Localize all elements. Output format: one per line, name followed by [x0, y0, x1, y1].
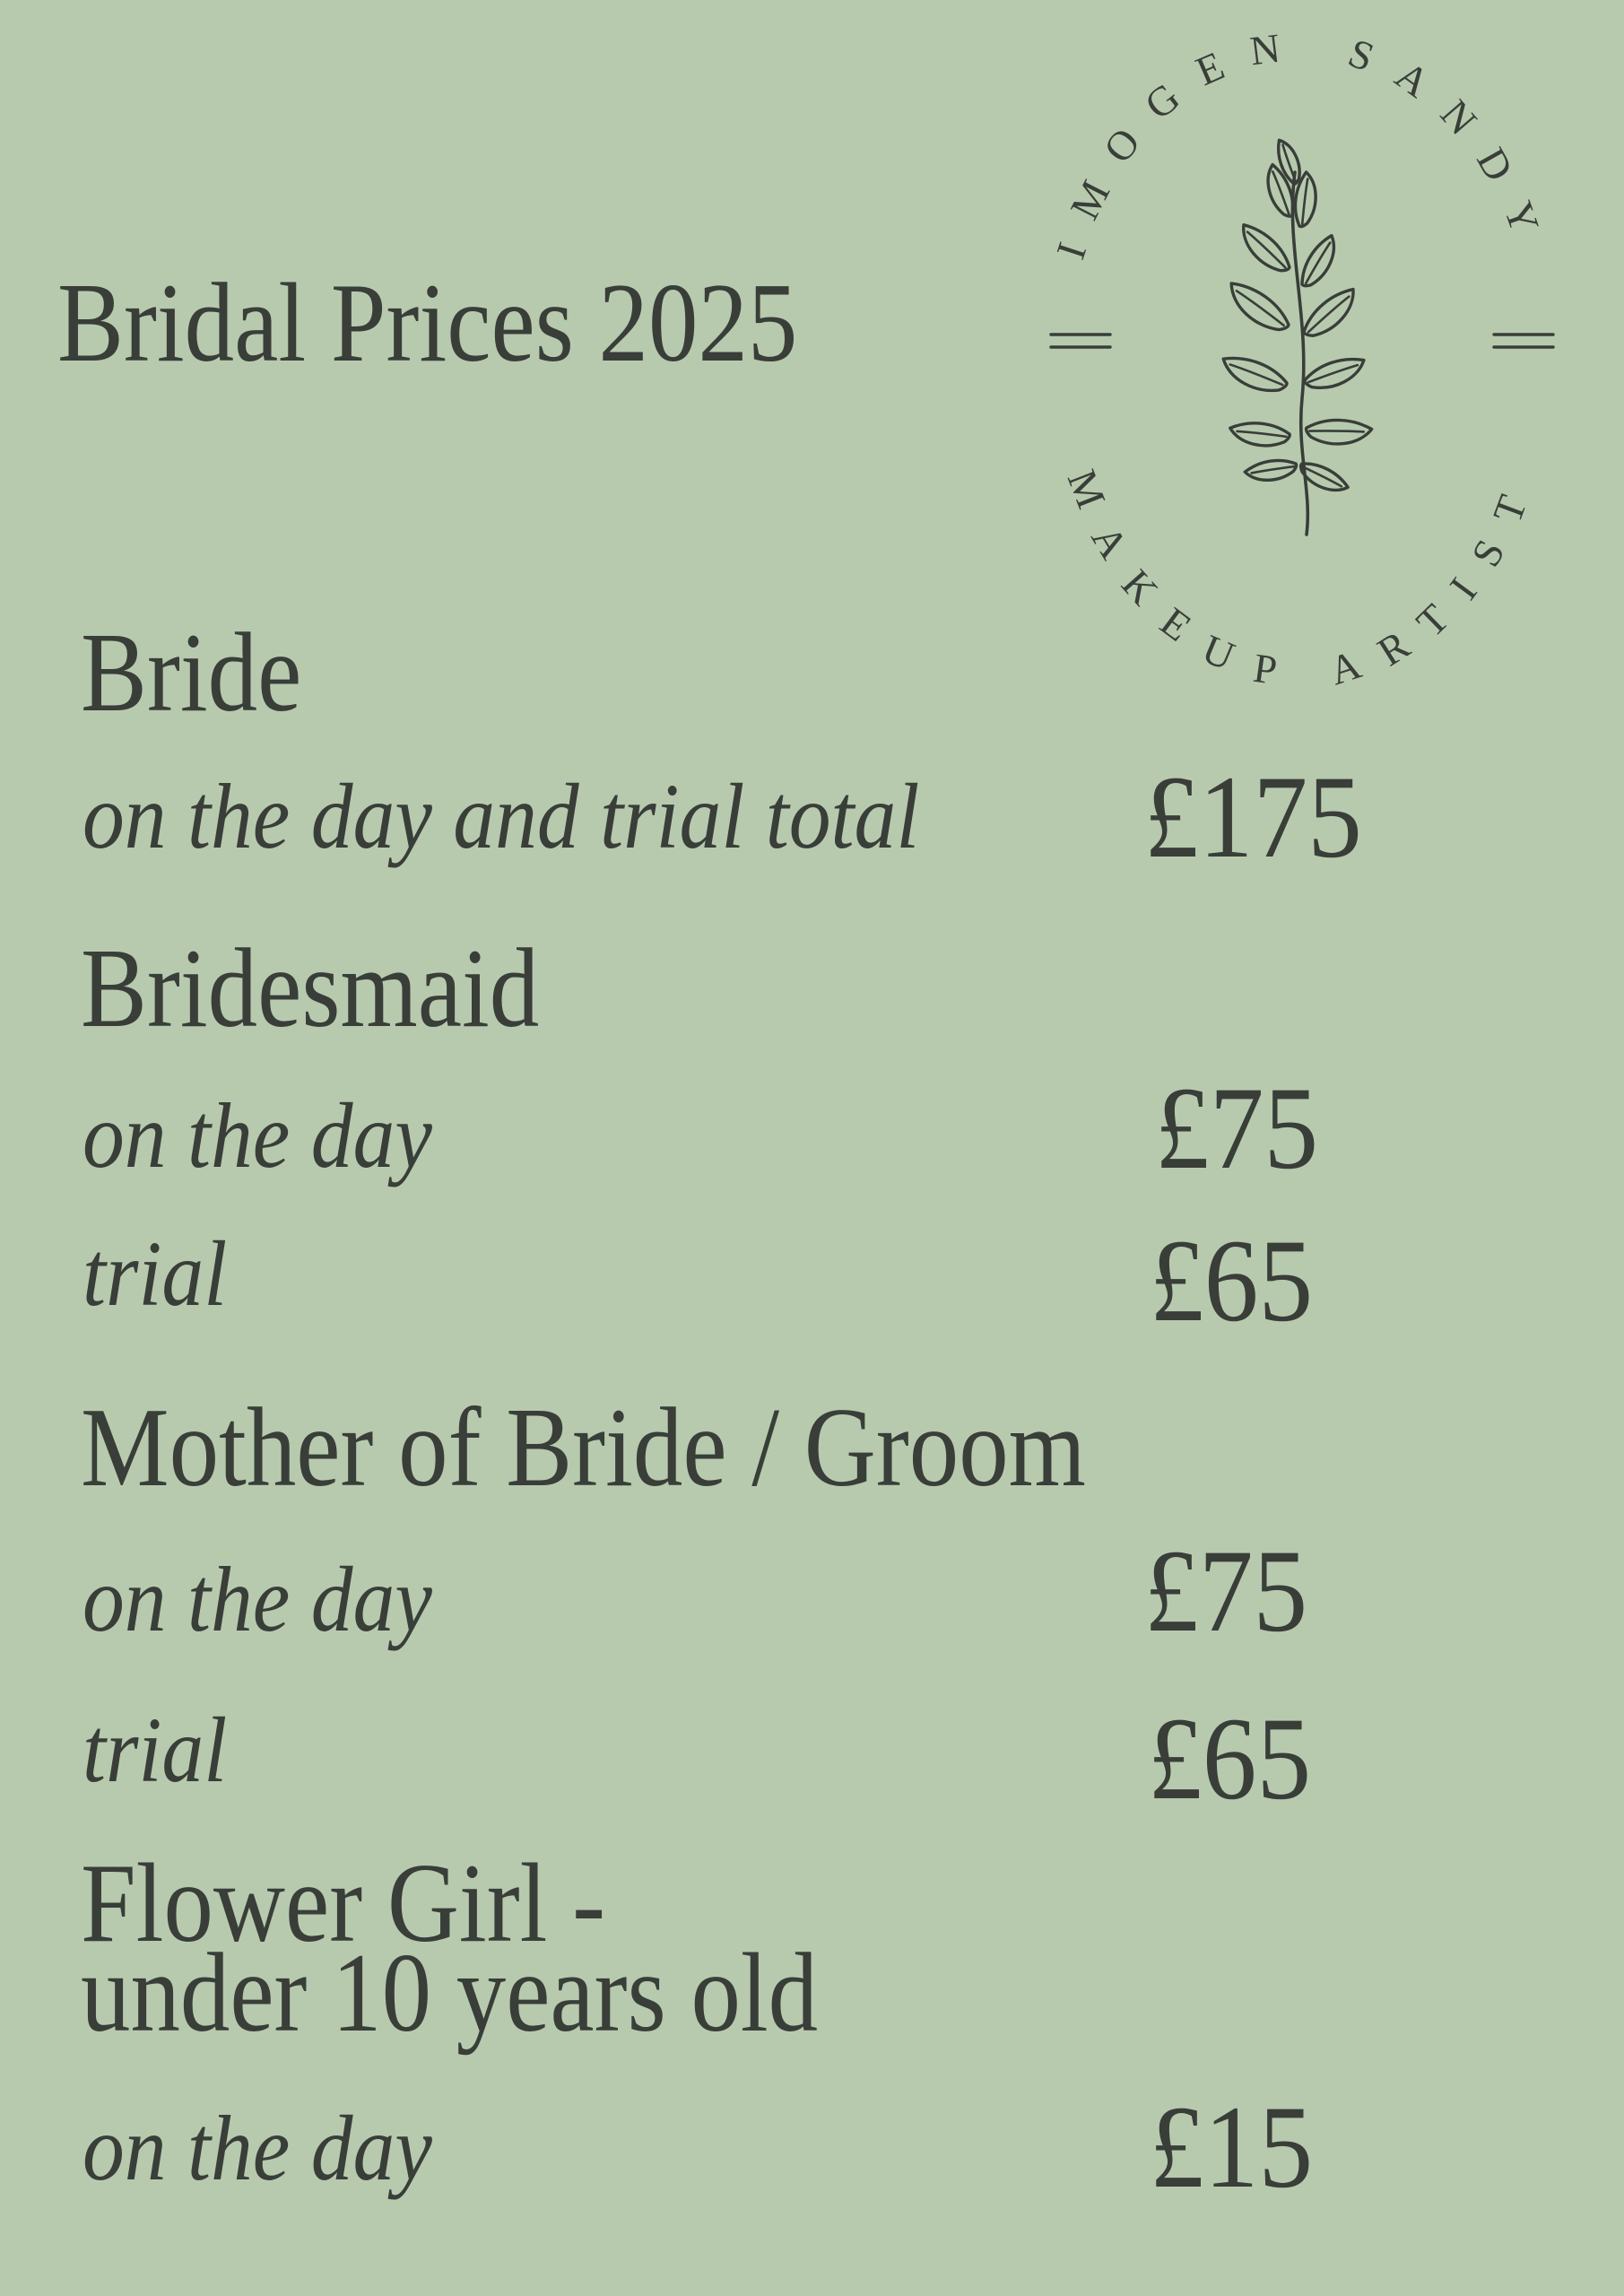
price-row-label: on the day — [83, 1548, 432, 1651]
price-row-label: on the day — [83, 2097, 432, 2200]
price-row-value: £75 — [1155, 1062, 1319, 1194]
price-row-label: on the day — [83, 1084, 432, 1187]
logo-right-separator-icon — [1494, 335, 1553, 347]
page-title: Bridal Prices 2025 — [57, 261, 798, 386]
price-row-label: on the day and trial total — [83, 765, 920, 868]
logo-bottom-text: MAKEUP ARTIST — [1058, 463, 1545, 697]
section-heading-flower-girl-line2: under 10 years old — [81, 1931, 819, 2056]
price-row-value: £15 — [1150, 2081, 1314, 2213]
price-row-value: £65 — [1148, 1692, 1312, 1824]
section-heading-bridesmaid: Bridesmaid — [81, 926, 540, 1051]
logo-top-text: IMOGEN SANDY — [1046, 21, 1558, 265]
section-heading-mother-of-bride-groom: Mother of Bride / Groom — [81, 1386, 1086, 1510]
price-row-label: trial — [83, 1699, 228, 1802]
section-heading-flower-girl-line1: Flower Girl - — [81, 1841, 606, 1966]
section-heading-bride: Bride — [81, 611, 302, 735]
brand-logo — [1024, 11, 1580, 728]
price-row-label: trial — [83, 1222, 228, 1326]
price-row-value: £75 — [1144, 1525, 1308, 1657]
price-row-value: £175 — [1144, 751, 1362, 883]
logo-left-separator-icon — [1051, 335, 1110, 347]
price-row-value: £65 — [1150, 1214, 1314, 1346]
botanical-branch-icon — [1223, 140, 1371, 535]
